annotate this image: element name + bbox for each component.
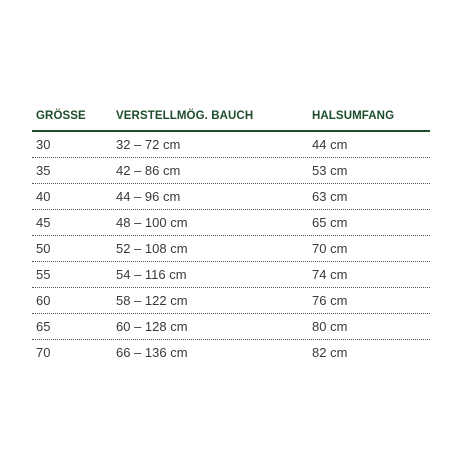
belly-cell: 60 – 128 cm [116,319,188,334]
size-cell: 40 [36,189,51,204]
neck-cell: 63 cm [312,189,348,204]
header-neck-circumference: HALSUMFANG [312,110,395,122]
table-row [32,314,430,340]
neck-cell: 74 cm [312,267,348,282]
table-row [32,288,430,314]
belly-cell: 48 – 100 cm [116,215,188,230]
belly-cell: 66 – 136 cm [116,345,188,360]
neck-cell: 44 cm [312,137,348,152]
belly-cell: 58 – 122 cm [116,293,188,308]
neck-cell: 82 cm [312,345,348,360]
size-table [32,104,430,365]
size-cell: 60 [36,293,51,308]
belly-cell: 32 – 72 cm [116,137,181,152]
neck-cell: 53 cm [312,163,348,178]
size-cell: 45 [36,215,51,230]
table-row [32,236,430,262]
size-cell: 35 [36,163,51,178]
neck-cell: 65 cm [312,215,348,230]
size-cell: 30 [36,137,51,152]
neck-cell: 76 cm [312,293,348,308]
header-size: GRÖSSE [36,110,86,122]
size-cell: 70 [36,345,51,360]
header-belly-adjustment: VERSTELLMÖG. BAUCH [116,110,254,122]
table-header-row [32,104,430,132]
table-row [32,184,430,210]
belly-cell: 42 – 86 cm [116,163,181,178]
belly-cell: 52 – 108 cm [116,241,188,256]
belly-cell: 54 – 116 cm [116,267,187,282]
size-cell: 65 [36,319,51,334]
table-row [32,158,430,184]
neck-cell: 70 cm [312,241,348,256]
neck-cell: 80 cm [312,319,348,334]
size-cell: 55 [36,267,51,282]
belly-cell: 44 – 96 cm [116,189,181,204]
table-row [32,262,430,288]
size-cell: 50 [36,241,51,256]
table-row [32,210,430,236]
table-row [32,132,430,158]
table-row [32,340,430,365]
